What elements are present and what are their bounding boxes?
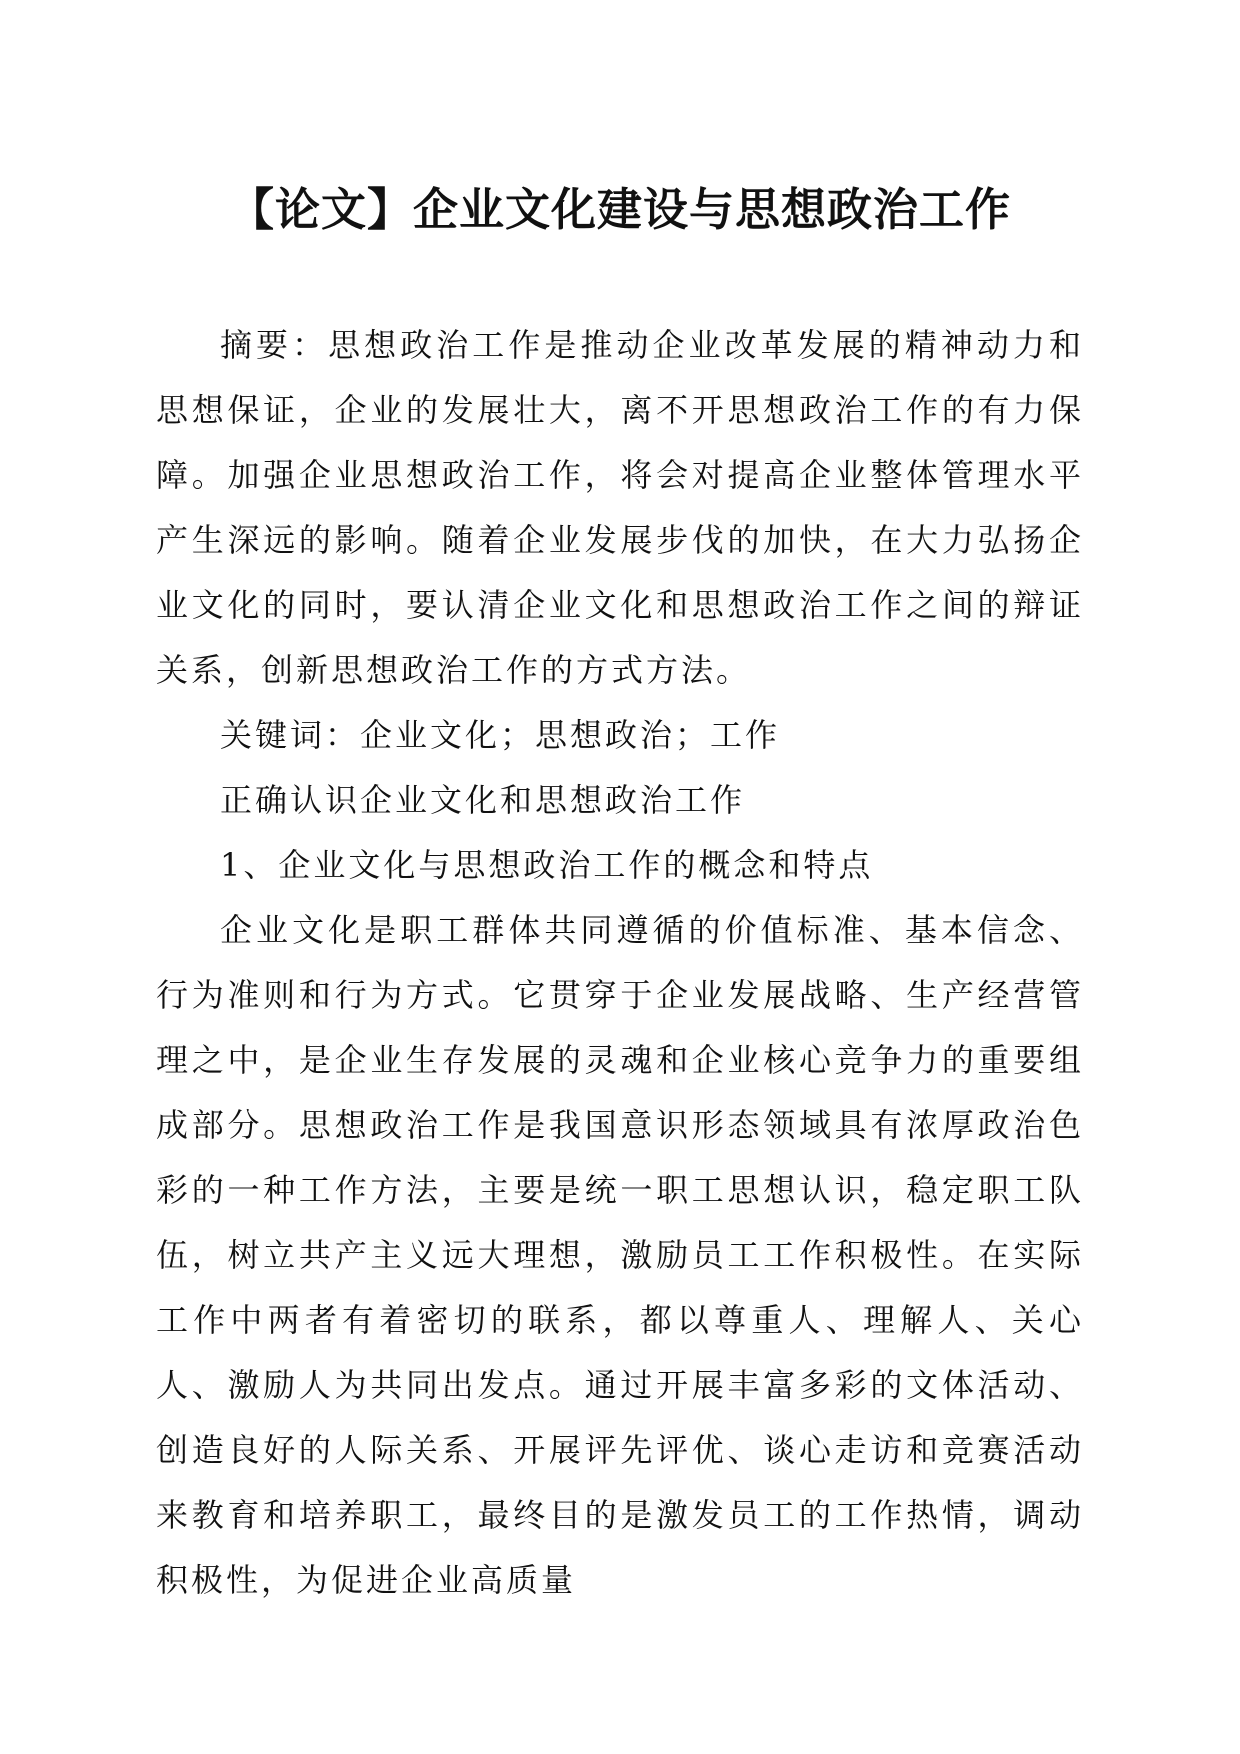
- section-heading: 正确认识企业文化和思想政治工作: [220, 781, 746, 819]
- document-body: [156, 313, 1084, 1613]
- abstract-paragraph: 摘要：思想政治工作是推动企业改革发展的精神动力和思想保证，企业的发展壮大，离不开思想政治工作的有力保障。加强企业思想政治工作，将会对提高企业整体管理水平产生深远的影响。随着企业发展步伐的加快，在大力弘扬企业文化的同时，要认清企业文化和思想政治工作之间的辩证关系，创新思想政治工作的方式方法。: [156, 326, 1084, 689]
- keywords-paragraph: 关键词：企业文化；思想政治；工作: [220, 716, 781, 754]
- body-paragraph: 企业文化是职工群体共同遵循的价值标准、基本信念、行为准则和行为方式。它贯穿于企业发展战略、生产经营管理之中，是企业生存发展的灵魂和企业核心竞争力的重要组成部分。思想政治工作是我国意识形态领域具有浓厚政治色彩的一种工作方法，主要是统一职工思想认识，稳定职工队伍，树立共产主义远大理想，激励员工工作积极性。在实际工作中两者有着密切的联系，都以尊重人、理解人、关心人、激励人为共同出发点。通过开展丰富多彩的文体活动、创造良好的人际关系、开展评先评优、谈心走访和竞赛活动来教育和培养职工，最终目的是激发员工的工作热情，调动积极性，为促进企业高质量: [156, 911, 1084, 1599]
- document-title: 【论文】企业文化建设与思想政治工作: [228, 183, 1011, 236]
- subsection-heading: 1、企业文化与思想政治工作的概念和特点: [220, 846, 874, 884]
